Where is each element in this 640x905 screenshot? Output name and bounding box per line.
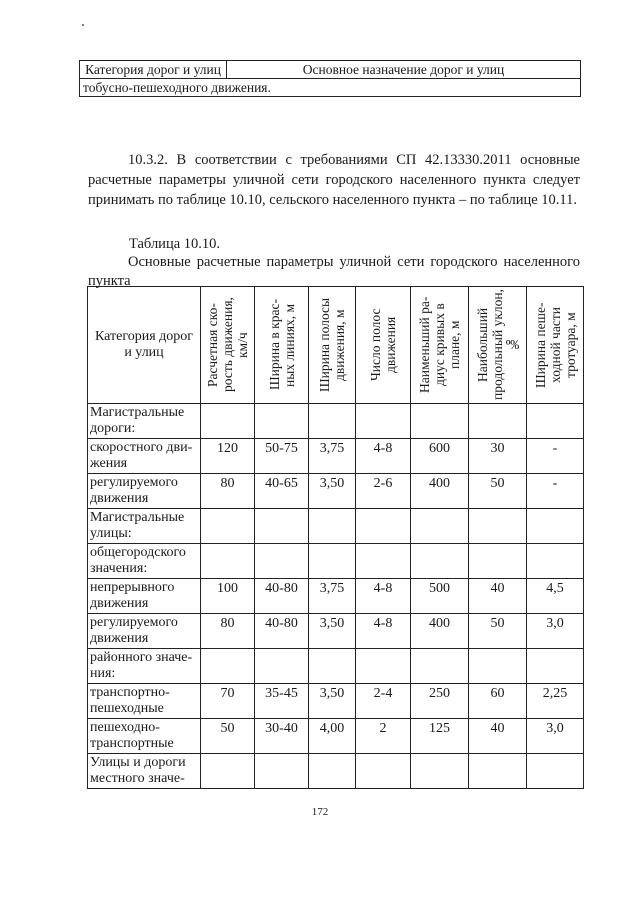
table-row bbox=[88, 754, 584, 789]
row-value-cell: - bbox=[527, 474, 584, 509]
row-value-cell bbox=[411, 649, 469, 684]
continued-table-row bbox=[80, 79, 581, 97]
row-value-cell bbox=[527, 649, 584, 684]
continued-cell-text: тобусно-пешеходного движения. bbox=[80, 79, 581, 97]
row-value-cell: 2,25 bbox=[527, 684, 584, 719]
table-row bbox=[88, 719, 584, 754]
row-value-cell: 40 bbox=[469, 719, 527, 754]
table-header-row bbox=[88, 287, 584, 404]
table-row bbox=[88, 684, 584, 719]
row-value-cell: 4,5 bbox=[527, 579, 584, 614]
row-category-cell: Магистральные улицы: bbox=[88, 509, 201, 544]
continued-header-purpose: Основное назначение дорог и улиц bbox=[227, 61, 581, 79]
row-value-cell: 120 bbox=[201, 439, 255, 474]
row-category-cell: Улицы и дороги местного значе- bbox=[88, 754, 201, 789]
paragraph-10-3-2: 10.3.2. В соответствии с требованиями СП 42.13330.2011 основные расчетные параметры уличной сети городского населенного пункта следует принимать по таблице 10.10, сельского населенного пункта – по таблице 10.11. bbox=[88, 152, 580, 208]
table-row bbox=[88, 614, 584, 649]
row-value-cell: 30 bbox=[469, 439, 527, 474]
row-category-cell: регулируемого движения bbox=[88, 614, 201, 649]
row-category-cell: непрерывного движения bbox=[88, 579, 201, 614]
row-value-cell: 2-6 bbox=[356, 474, 411, 509]
table-body bbox=[88, 404, 584, 789]
row-value-cell bbox=[309, 754, 356, 789]
header-cell-6 bbox=[469, 287, 527, 404]
row-category-cell: районного значе-ния: bbox=[88, 649, 201, 684]
row-value-cell: 3,50 bbox=[309, 684, 356, 719]
row-category-cell: скоростного дви-жения bbox=[88, 439, 201, 474]
row-value-cell bbox=[201, 404, 255, 439]
row-value-cell bbox=[255, 649, 309, 684]
table-row bbox=[88, 439, 584, 474]
row-value-cell: 100 bbox=[201, 579, 255, 614]
table-title: Основные расчетные параметры уличной сети городского населенного пункта bbox=[88, 254, 580, 289]
table-row bbox=[88, 509, 584, 544]
row-value-cell bbox=[527, 404, 584, 439]
row-value-cell: 3,75 bbox=[309, 579, 356, 614]
row-category-cell: регулируемого движения bbox=[88, 474, 201, 509]
table-row bbox=[88, 544, 584, 579]
header-text-5: Наименьший ра-диус кривых в плане, м bbox=[417, 296, 462, 394]
row-category-cell: Магистральные дороги: bbox=[88, 404, 201, 439]
row-value-cell: 3,75 bbox=[309, 439, 356, 474]
table-row bbox=[88, 474, 584, 509]
row-value-cell bbox=[255, 509, 309, 544]
row-value-cell bbox=[356, 544, 411, 579]
row-category-cell: общегородского значения: bbox=[88, 544, 201, 579]
row-value-cell bbox=[309, 509, 356, 544]
row-value-cell: 2-4 bbox=[356, 684, 411, 719]
header-cell-0: Категория дорог и улиц bbox=[88, 287, 201, 404]
row-value-cell bbox=[255, 544, 309, 579]
row-value-cell: 70 bbox=[201, 684, 255, 719]
row-value-cell: 125 bbox=[411, 719, 469, 754]
header-text-1: Расчетная ско-рость движения, км/ч bbox=[205, 297, 250, 393]
row-value-cell bbox=[201, 509, 255, 544]
header-text-4: Число полос движения bbox=[368, 308, 398, 382]
header-text-2: Ширина в крас-ных линиях, м bbox=[266, 299, 297, 391]
row-value-cell: 3,50 bbox=[309, 614, 356, 649]
row-value-cell: 40-65 bbox=[255, 474, 309, 509]
header-text-6: Наибольший продольный уклон, ‰ bbox=[475, 289, 520, 401]
header-cell-1 bbox=[201, 287, 255, 404]
row-value-cell: 80 bbox=[201, 474, 255, 509]
row-value-cell bbox=[255, 754, 309, 789]
header-text-3: Ширина полосы движения, м bbox=[317, 297, 347, 393]
row-value-cell: 50 bbox=[469, 474, 527, 509]
row-value-cell: 60 bbox=[469, 684, 527, 719]
row-value-cell: 40-80 bbox=[255, 579, 309, 614]
row-value-cell: 2 bbox=[356, 719, 411, 754]
row-value-cell: 400 bbox=[411, 474, 469, 509]
continued-table-header-row bbox=[80, 61, 581, 79]
row-value-cell: 600 bbox=[411, 439, 469, 474]
row-value-cell bbox=[356, 754, 411, 789]
table-row bbox=[88, 649, 584, 684]
row-value-cell: 3,0 bbox=[527, 614, 584, 649]
row-value-cell: 500 bbox=[411, 579, 469, 614]
row-value-cell: 40 bbox=[469, 579, 527, 614]
row-value-cell bbox=[411, 544, 469, 579]
header-cell-4 bbox=[356, 287, 411, 404]
row-value-cell bbox=[411, 509, 469, 544]
row-value-cell: 4-8 bbox=[356, 579, 411, 614]
row-value-cell: - bbox=[527, 439, 584, 474]
row-category-cell: транспортно-пешеходные bbox=[88, 684, 201, 719]
header-cell-5 bbox=[411, 287, 469, 404]
row-value-cell bbox=[356, 649, 411, 684]
row-value-cell: 50 bbox=[201, 719, 255, 754]
table-row bbox=[88, 404, 584, 439]
row-value-cell bbox=[527, 544, 584, 579]
scan-speck bbox=[82, 24, 84, 26]
row-value-cell: 4-8 bbox=[356, 439, 411, 474]
continued-table bbox=[79, 60, 581, 97]
street-parameters-table bbox=[87, 286, 584, 789]
row-value-cell bbox=[469, 404, 527, 439]
header-cell-2 bbox=[255, 287, 309, 404]
row-value-cell bbox=[255, 404, 309, 439]
page-number: 172 bbox=[311, 806, 329, 818]
table-caption: Таблица 10.10. bbox=[129, 236, 221, 252]
row-value-cell: 4,00 bbox=[309, 719, 356, 754]
row-value-cell bbox=[201, 754, 255, 789]
continued-header-category: Категория дорог и улиц bbox=[80, 61, 227, 79]
row-value-cell: 35-45 bbox=[255, 684, 309, 719]
row-value-cell bbox=[527, 509, 584, 544]
row-value-cell bbox=[356, 509, 411, 544]
header-cell-3 bbox=[309, 287, 356, 404]
row-value-cell bbox=[469, 544, 527, 579]
table-row bbox=[88, 579, 584, 614]
row-value-cell bbox=[469, 649, 527, 684]
row-value-cell bbox=[309, 649, 356, 684]
row-category-cell: пешеходно-транспортные bbox=[88, 719, 201, 754]
row-value-cell: 400 bbox=[411, 614, 469, 649]
row-value-cell: 250 bbox=[411, 684, 469, 719]
row-value-cell bbox=[309, 404, 356, 439]
row-value-cell: 4-8 bbox=[356, 614, 411, 649]
row-value-cell bbox=[201, 544, 255, 579]
row-value-cell bbox=[469, 509, 527, 544]
header-text-7: Ширина пеше-ходной части тротуара, м bbox=[532, 302, 578, 388]
row-value-cell: 50 bbox=[469, 614, 527, 649]
row-value-cell: 3,0 bbox=[527, 719, 584, 754]
row-value-cell bbox=[201, 649, 255, 684]
row-value-cell: 50-75 bbox=[255, 439, 309, 474]
row-value-cell: 3,50 bbox=[309, 474, 356, 509]
row-value-cell bbox=[356, 404, 411, 439]
row-value-cell bbox=[411, 754, 469, 789]
row-value-cell bbox=[411, 404, 469, 439]
row-value-cell: 30-40 bbox=[255, 719, 309, 754]
row-value-cell: 80 bbox=[201, 614, 255, 649]
row-value-cell bbox=[309, 544, 356, 579]
header-cell-7 bbox=[527, 287, 584, 404]
row-value-cell bbox=[527, 754, 584, 789]
row-value-cell: 40-80 bbox=[255, 614, 309, 649]
row-value-cell bbox=[469, 754, 527, 789]
